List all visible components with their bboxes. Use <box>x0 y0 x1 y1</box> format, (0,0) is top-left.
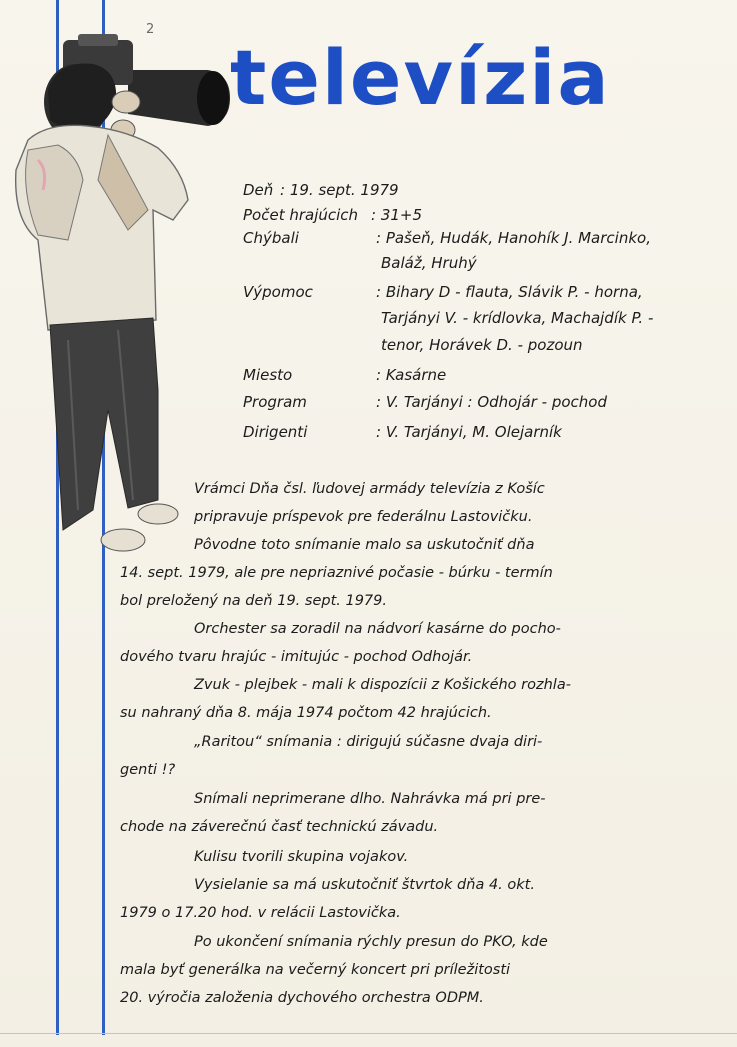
vypomoc-line-2: Tarjányi V. - krídlovka, Machajdík P. - <box>381 309 654 327</box>
narrative-line: Kulisu tvorili skupina vojakov. <box>194 849 409 865</box>
page-title: televízia <box>230 33 611 122</box>
narrative-line: dového tvaru hrajúc - imitujúc - pochod Odhojár. <box>120 649 473 665</box>
pocet-label: Počet hrajúcich <box>243 206 359 224</box>
dirigenti-label: Dirigenti <box>243 423 308 441</box>
narrative-line: 14. sept. 1979, ale pre nepriaznivé počasie - búrku - termín <box>120 565 553 581</box>
den-label: Deň <box>243 181 274 199</box>
miesto-value: : Kasárne <box>376 366 447 384</box>
narrative-line: Snímali neprimerane dlho. Nahrávka má pri pre- <box>194 791 546 807</box>
den-value: : 19. sept. 1979 <box>280 181 399 199</box>
narrative-line: 1979 o 17.20 hod. v relácii Lastovička. <box>120 905 401 921</box>
program-label: Program <box>243 393 307 411</box>
narrative-line: genti !? <box>120 762 176 778</box>
narrative-line: pripravuje príspevok pre federálnu Lastovičku. <box>194 509 533 525</box>
narrative-line: Zvuk - plejbek - mali k dispozícii z Košického rozhla- <box>194 677 571 693</box>
narrative-line: bol preložený na deň 19. sept. 1979. <box>120 593 387 609</box>
narrative-line: Po ukončení snímania rýchly presun do PKO, kde <box>194 934 548 950</box>
vypomoc-line-3: tenor, Horávek D. - pozoun <box>381 336 583 354</box>
narrative-line: mala byť generálka na večerný koncert pri príležitosti <box>120 962 511 978</box>
miesto-label: Miesto <box>243 366 293 384</box>
narrative-line: su nahraný dňa 8. mája 1974 počtom 42 hrajúcich. <box>120 705 492 721</box>
narrative-line: Pôvodne toto snímanie malo sa uskutočniť dňa <box>194 537 535 553</box>
chybali-line-1: : Pašeň, Hudák, Hanohík J. Marcinko, <box>376 229 651 247</box>
dirigenti-value: : V. Tarjányi, M. Olejarník <box>376 423 562 441</box>
vypomoc-line-1: : Bihary D - flauta, Slávik P. - horna, <box>376 283 643 301</box>
narrative-line: 20. výročia založenia dychového orchestra ODPM. <box>120 990 484 1006</box>
chybali-label: Chýbali <box>243 229 299 247</box>
narrative-line: Vrámci Dňa čsl. ľudovej armády televízia z Košíc <box>194 481 545 497</box>
narrative-line: Vysielanie sa má uskutočniť štvrtok dňa 4. okt. <box>194 877 535 893</box>
page-number: 2 <box>146 22 155 37</box>
vypomoc-label: Výpomoc <box>243 283 313 301</box>
pocet-value: : 31+5 <box>371 206 423 224</box>
narrative-line: Orchester sa zoradil na nádvorí kasárne do pocho- <box>194 621 561 637</box>
narrative-line: „Raritou“ snímania : dirigujú súčasne dvaja diri- <box>194 734 543 750</box>
narrative-line: chode na záverečnú časť technickú závadu. <box>120 819 439 835</box>
program-value: : V. Tarjányi : Odhojár - pochod <box>376 393 607 411</box>
chybali-line-2: Baláž, Hruhý <box>381 254 477 272</box>
page-bottom-edge <box>0 1033 737 1034</box>
